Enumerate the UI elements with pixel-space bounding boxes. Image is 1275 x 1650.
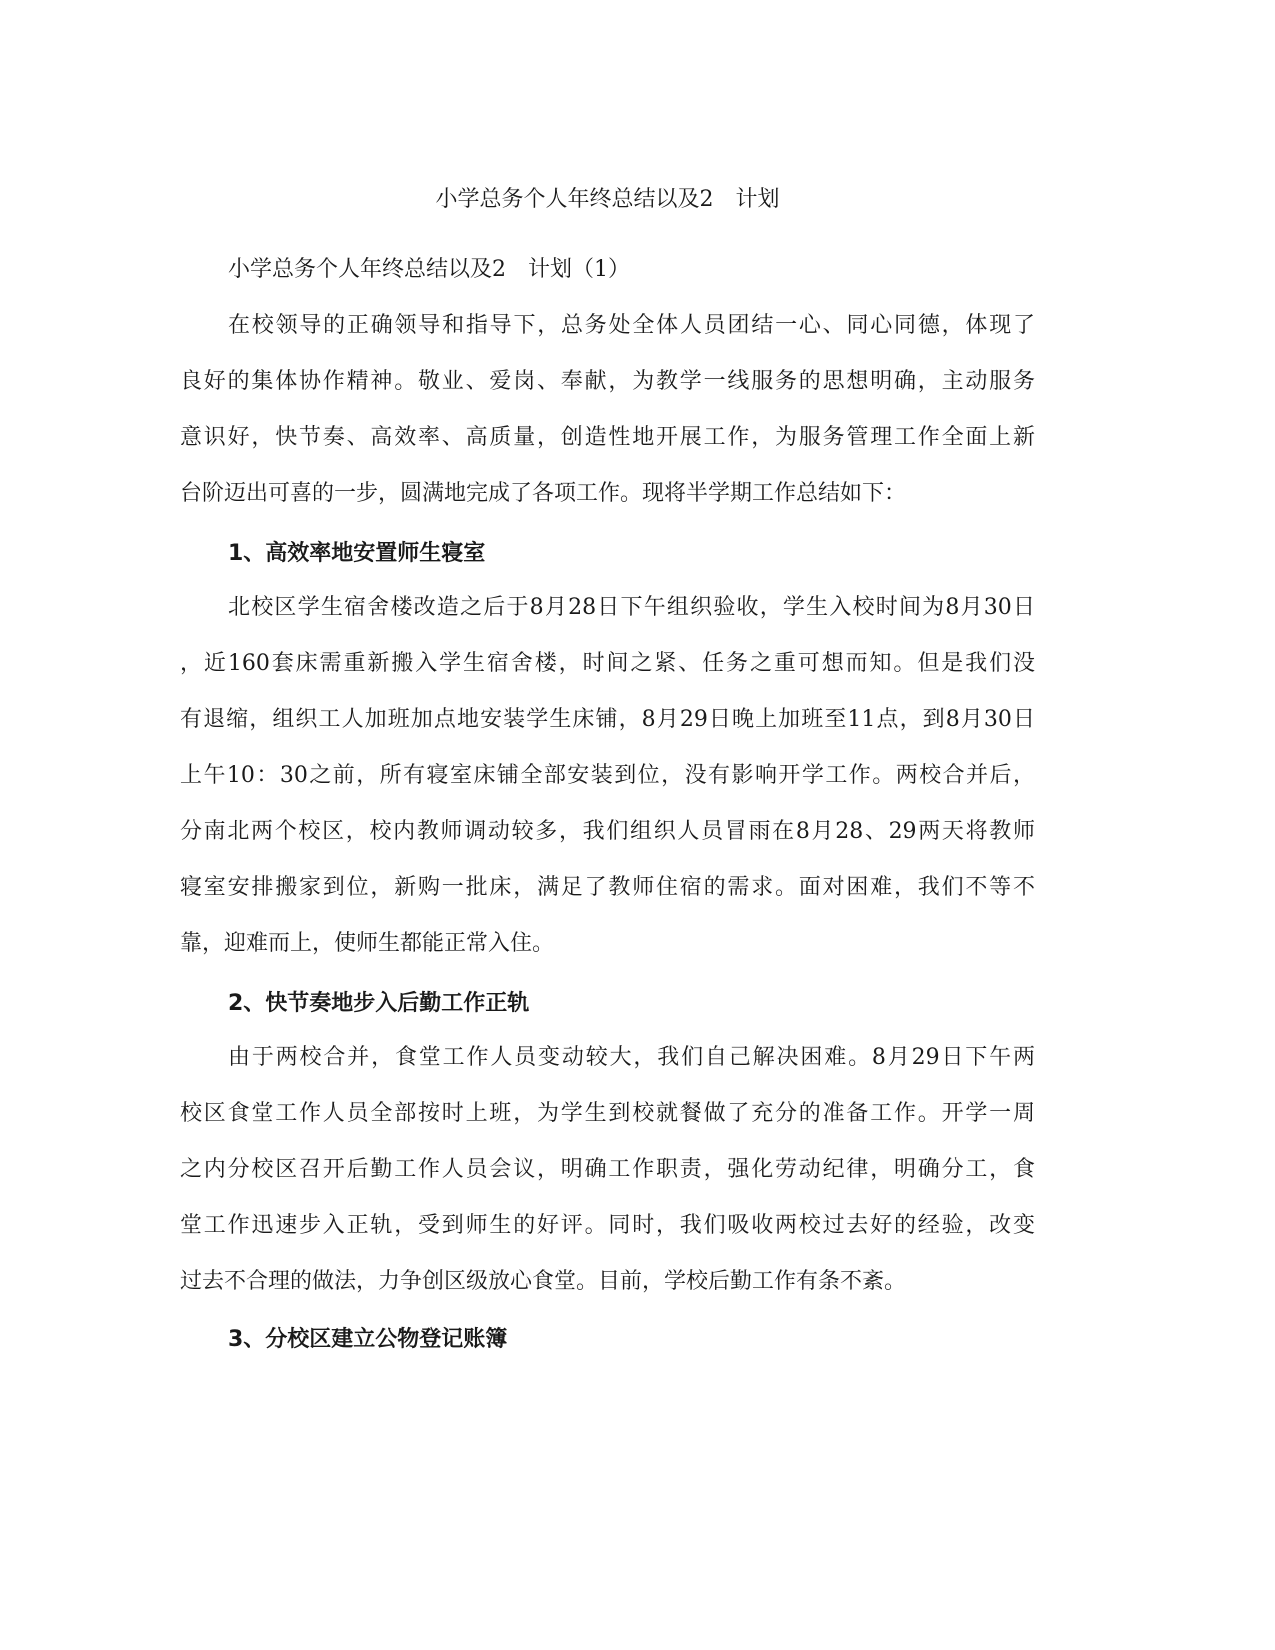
section-1-line: 靠，迎难而上，使师生都能正常入住。 (180, 931, 555, 956)
section-2-line: 堂工作迅速步入正轨，受到师生的好评。同时，我们吸收两校过去好的经验，改变 (180, 1213, 1035, 1238)
section-3-heading: 3、分校区建立公物登记账簿 (228, 1327, 508, 1352)
intro-paragraph (180, 298, 1035, 522)
intro-line: 意识好，快节奏、高效率、高质量，创造性地开展工作，为服务管理工作全面上新 (180, 425, 1035, 450)
section-2-line: 之内分校区召开后勤工作人员会议，明确工作职责，强化劳动纪律，明确分工，食 (180, 1157, 1035, 1182)
section-1-paragraph (180, 580, 1035, 972)
intro-line: 在校领导的正确领导和指导下，总务处全体人员团结一心、同心同德，体现了 (228, 313, 1035, 338)
section-1-line: 有退缩，组织工人加班加点地安装学生床铺，8月29日晚上加班至11点，到8月30日 (180, 707, 1035, 732)
intro-line: 良好的集体协作精神。敬业、爱岗、奉献，为教学一线服务的思想明确，主动服务 (180, 369, 1035, 394)
section-2-heading: 2、快节奏地步入后勤工作正轨 (228, 991, 530, 1016)
section-1-line: 寝室安排搬家到位，新购一批床，满足了教师住宿的需求。面对困难，我们不等不 (180, 875, 1035, 900)
section-2-line: 由于两校合并，食堂工作人员变动较大，我们自己解决困难。8月29日下午两 (228, 1045, 1035, 1070)
section-2-line: 校区食堂工作人员全部按时上班，为学生到校就餐做了充分的准备工作。开学一周 (180, 1101, 1035, 1126)
section-1-heading: 1、高效率地安置师生寝室 (228, 541, 486, 566)
section-2-paragraph (180, 1030, 1035, 1310)
section-1-line: 北校区学生宿舍楼改造之后于8月28日下午组织验收，学生入校时间为8月30日 (228, 595, 1035, 620)
document-subtitle: 小学总务个人年终总结以及2 计划（1） (228, 257, 630, 282)
section-1-line: 上午10：30之前，所有寝室床铺全部安装到位，没有影响开学工作。两校合并后， (180, 763, 1035, 788)
document-title: 小学总务个人年终总结以及2 计划 (435, 187, 780, 212)
section-1-line: ，近160套床需重新搬入学生宿舍楼，时间之紧、任务之重可想而知。但是我们没 (180, 651, 1035, 676)
section-1-line: 分南北两个校区，校内教师调动较多，我们组织人员冒雨在8月28、29两天将教师 (180, 819, 1035, 844)
intro-line: 台阶迈出可喜的一步，圆满地完成了各项工作。现将半学期工作总结如下： (180, 481, 907, 506)
section-2-line: 过去不合理的做法，力争创区级放心食堂。目前，学校后勤工作有条不紊。 (180, 1269, 907, 1294)
